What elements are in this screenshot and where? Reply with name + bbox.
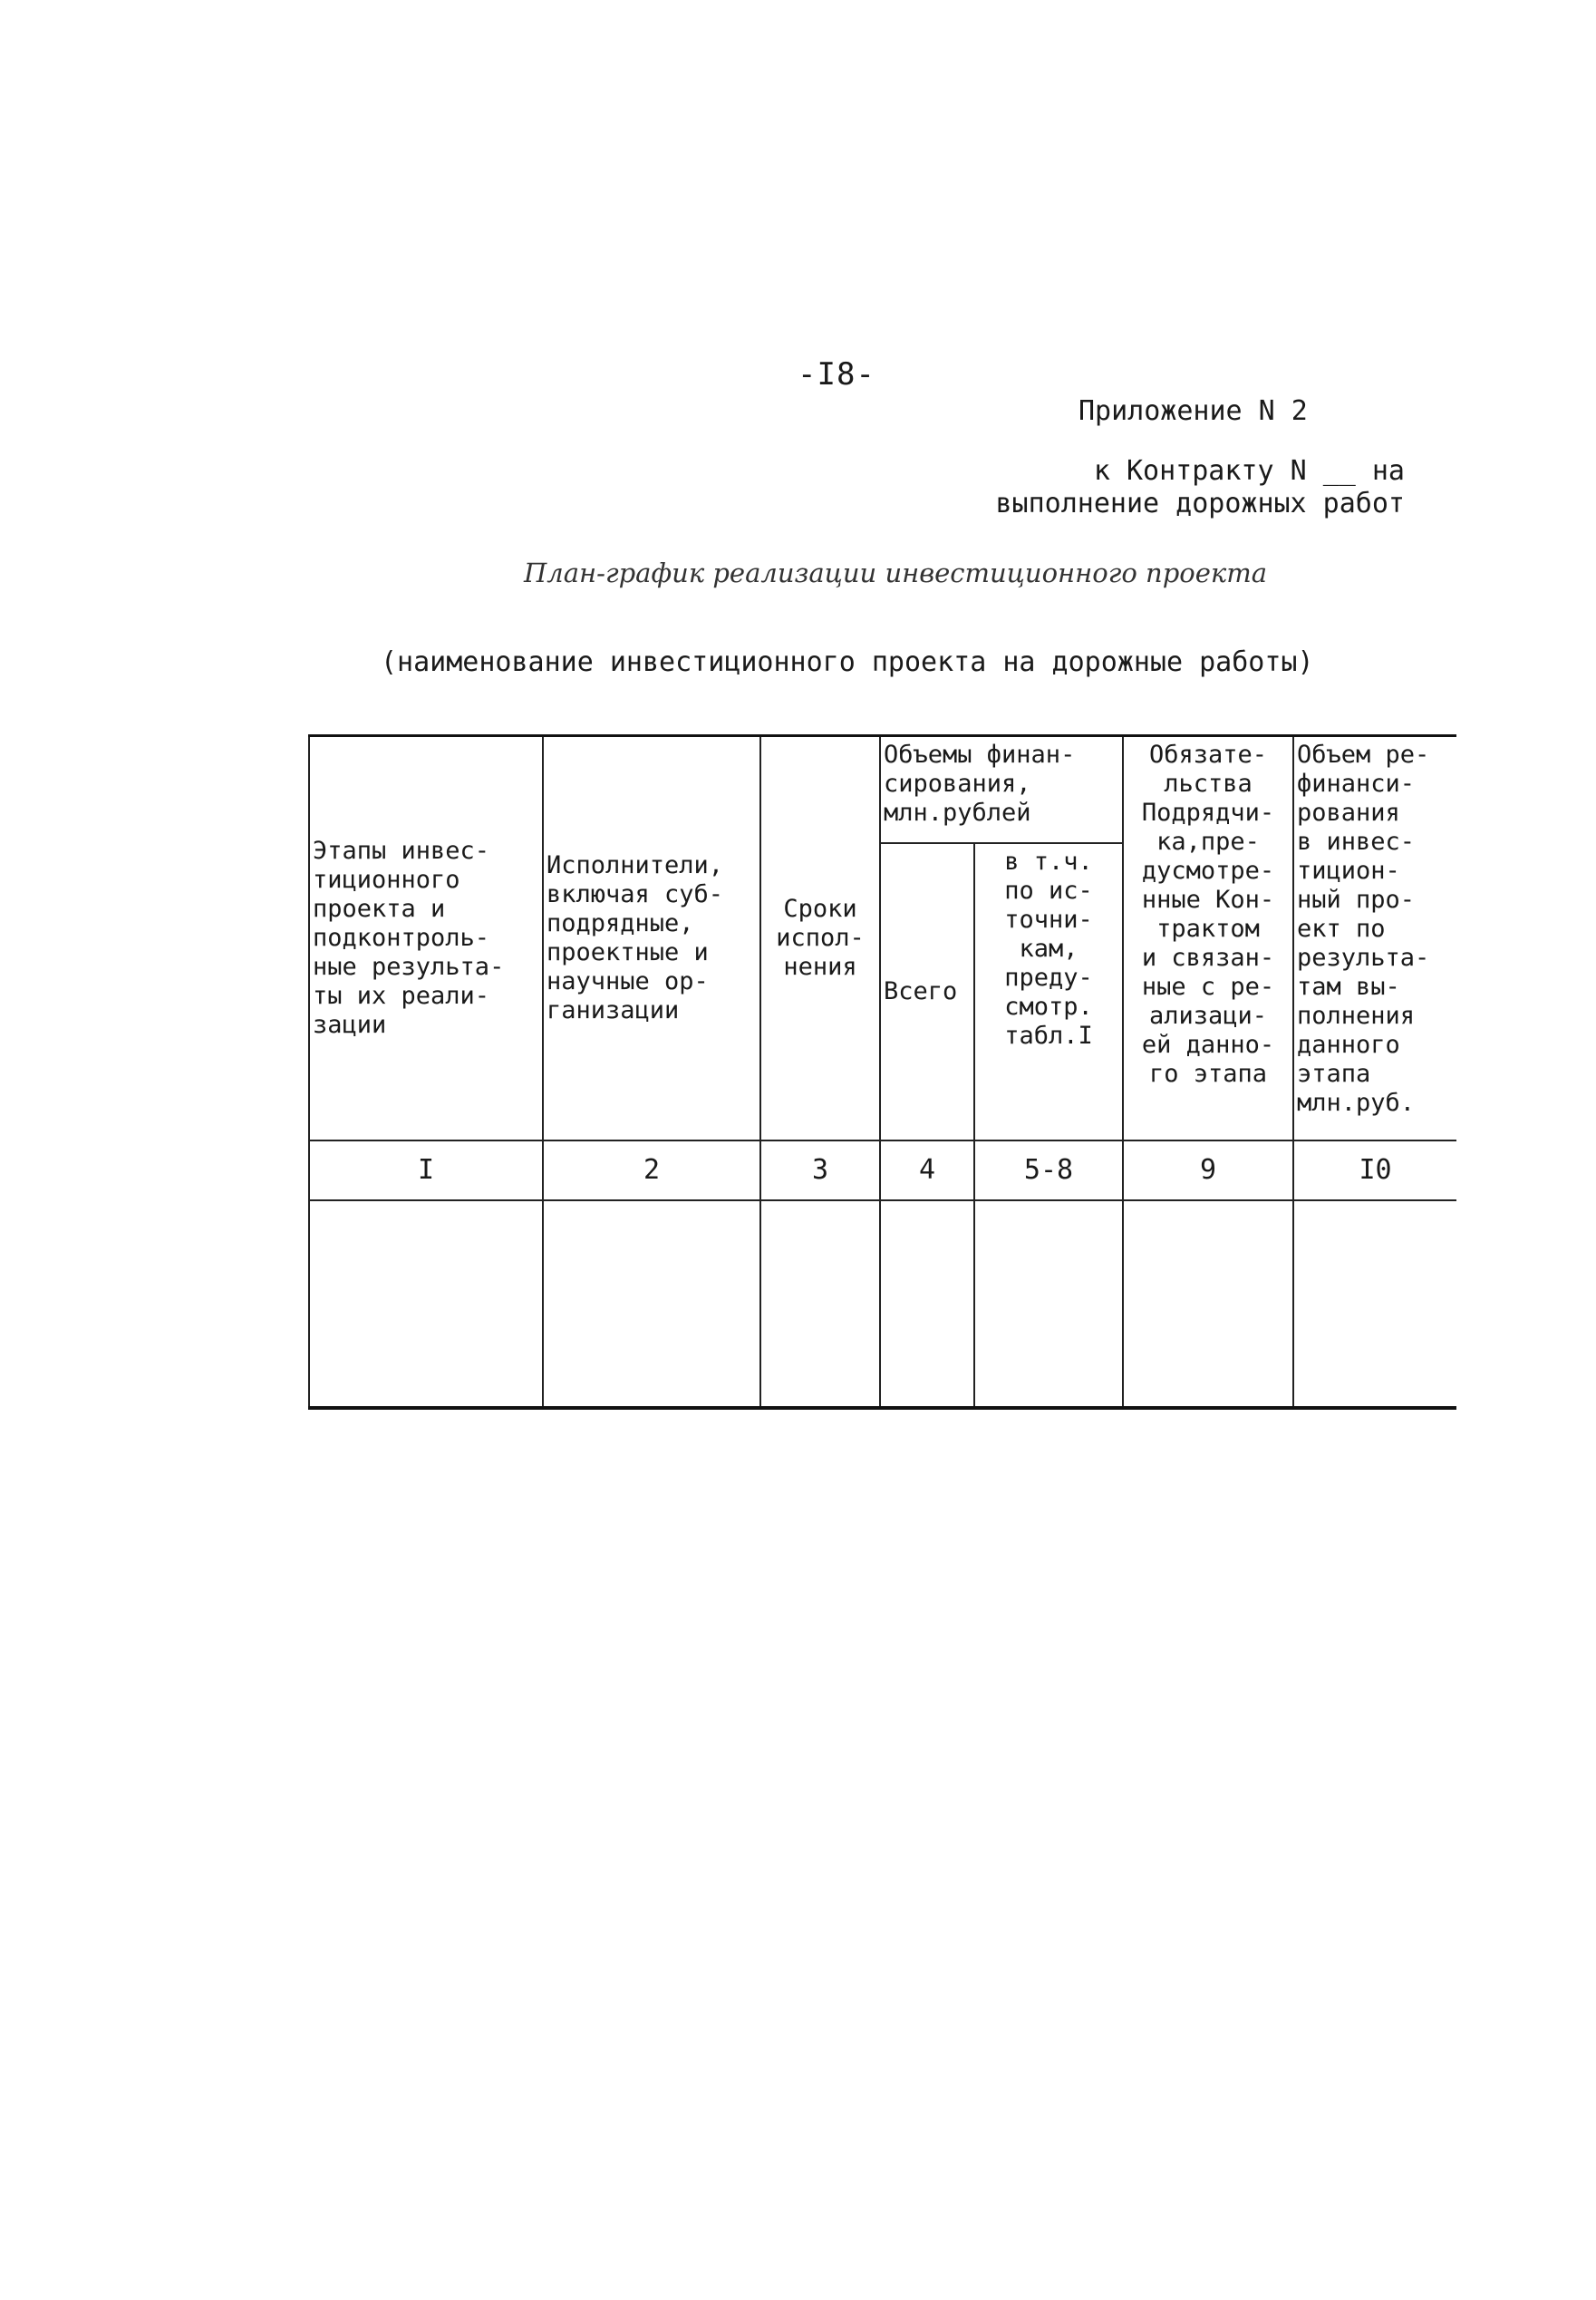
header-sources [974,843,1123,1140]
header-executors-text: Исполнители, включая суб- подрядные, проектные и научные ор- ганизации [547,851,724,1024]
header-sources-text: в т.ч. по ис- точни- кам, преду- смотр. табл.I [1004,848,1093,1050]
appendix-label: Приложение N 2 [1079,395,1308,427]
header-refinancing-text: Объем ре- финанси- рования в инвес- тицион- ный про- ект по результа- там вы- полнения данного этапа млн.руб. [1297,741,1430,1117]
header-obligations [1123,736,1293,1141]
data-cell [1293,1200,1456,1408]
column-number-4: 4 [880,1140,974,1200]
column-number-1: I [309,1140,543,1200]
document-title: План-график реализации инвестиционного проекта [524,558,1268,588]
column-numbers-row [309,1140,1456,1200]
data-cell [974,1200,1123,1408]
data-cell [309,1200,543,1408]
column-number-3: 3 [760,1140,880,1200]
header-total-text: Всего [884,977,958,1005]
data-cell [880,1200,974,1408]
column-number-10: I0 [1293,1140,1456,1200]
header-obligations-text: Обязате- льства Подрядчи- ка,пре- дусмотре- нные Кон- трактом и связан- ные с ре- ализаци- ей данно- го этапа [1141,741,1275,1088]
header-terms [760,736,880,1141]
header-terms-text: Сроки испол- нения [776,895,865,981]
header-refinancing [1293,736,1456,1141]
contract-line-2: выполнение дорожных работ [995,488,1405,519]
document-subtitle: (наименование инвестиционного проекта на дорожные работы) [381,646,1314,678]
column-number-2: 2 [543,1140,760,1200]
header-executors [543,736,760,1141]
header-stages-text: Этапы инвес- тиционного проекта и подконтроль- ные результа- ты их реали- зации [313,837,505,1039]
header-financing-text: Объемы финан- сирования, млн.рублей [884,741,1076,827]
column-number-9: 9 [1123,1140,1293,1200]
contract-line-1: к Контракту N __ на [1093,455,1405,487]
plan-schedule-table [308,734,1456,1410]
data-cell [1123,1200,1293,1408]
data-cell [543,1200,760,1408]
header-stages [309,736,543,1141]
empty-data-row [309,1200,1456,1408]
contract-reference [952,455,1405,520]
header-total [880,843,974,1140]
page-number: -I8- [798,356,875,393]
column-number-5-8: 5-8 [974,1140,1123,1200]
header-financing [880,736,1123,844]
data-cell [760,1200,880,1408]
